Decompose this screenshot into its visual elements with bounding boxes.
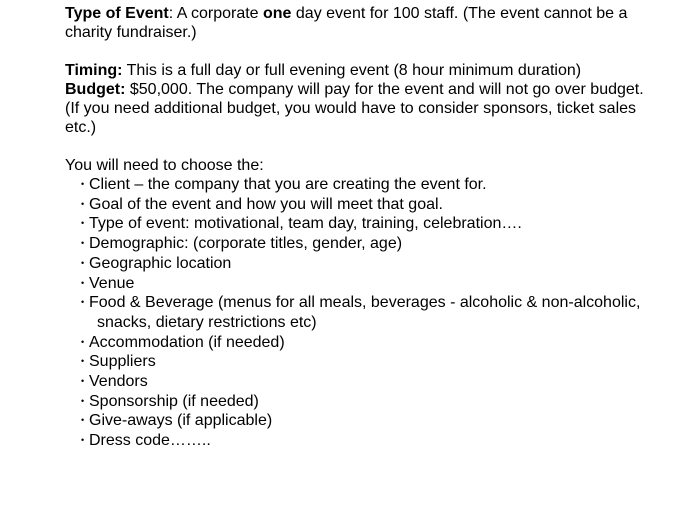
bullet-icon: • <box>81 297 85 308</box>
list-item-text: Venue <box>89 274 135 292</box>
list-item-dress-code <box>65 431 665 451</box>
list-item-type <box>65 214 665 234</box>
list-item-demographic <box>65 234 665 254</box>
list-item-text-continued: snacks, dietary restrictions etc) <box>97 313 317 331</box>
bullet-icon: • <box>81 257 85 268</box>
list-item-client <box>65 175 665 195</box>
list-item-sponsorship <box>65 392 665 412</box>
budget-paragraph <box>65 80 665 99</box>
bullet-icon: • <box>81 336 85 347</box>
list-item-text: Sponsorship (if needed) <box>89 392 259 410</box>
bullet-icon: • <box>81 277 85 288</box>
event-type-text-post: day event for 100 staff. (The event cannot be a charity fundraiser.) <box>65 5 628 41</box>
bullet-icon: • <box>81 198 85 209</box>
list-item-text: Client – the company that you are creating the event for. <box>89 176 487 193</box>
list-item-text: Geographic location <box>89 254 232 272</box>
bullet-icon: • <box>81 218 85 229</box>
event-type-label: Type of Event <box>65 5 169 22</box>
event-type-text-pre: : A corporate <box>168 5 263 22</box>
list-item-text: Suppliers <box>89 353 156 371</box>
spacer <box>65 137 665 156</box>
bullet-icon: • <box>81 395 85 406</box>
additional-budget-paragraph: (If you need additional budget, you would have to consider sponsors, ticket sales etc.) <box>65 100 637 136</box>
list-item-text: Give-aways (if applicable) <box>89 412 273 430</box>
spacer <box>65 42 665 61</box>
list-item-text: Dress code…….. <box>89 432 211 450</box>
list-item-vendors <box>65 372 665 392</box>
budget-text: $50,000. The company will pay for the event and will not go over budget. <box>125 81 644 98</box>
bullet-icon: • <box>81 435 85 446</box>
event-type-paragraph <box>65 4 665 42</box>
bullet-icon: • <box>81 179 85 189</box>
bullet-icon: • <box>81 415 85 426</box>
list-item-text: Food & Beverage (menus for all meals, beverages - alcoholic & non-alcoholic, <box>89 294 641 312</box>
list-item-text: Demographic: (corporate titles, gender, age) <box>89 235 403 253</box>
list-item-food-beverage <box>65 293 665 332</box>
bullet-icon: • <box>81 238 85 249</box>
timing-label: Timing: <box>65 62 123 79</box>
event-brief-document <box>65 4 665 451</box>
list-item-suppliers <box>65 352 665 372</box>
bullet-icon: • <box>81 356 85 367</box>
choose-intro: You will need to choose the: <box>65 157 264 174</box>
list-item-goal <box>65 195 665 215</box>
list-item-accommodation <box>65 333 665 353</box>
bullet-icon: • <box>81 376 85 387</box>
event-type-emphasis: one <box>263 5 292 22</box>
list-item-text: Type of event: motivational, team day, training, celebration…. <box>89 215 522 233</box>
list-item-text: Goal of the event and how you will meet that goal. <box>89 195 443 213</box>
budget-label: Budget: <box>65 81 126 98</box>
choices-list <box>65 175 665 451</box>
list-item-text: Vendors <box>89 373 148 391</box>
timing-text: This is a full day or full evening event (8 hour minimum duration) <box>122 62 582 79</box>
list-item-text: Accommodation (if needed) <box>89 333 285 351</box>
list-item-venue <box>65 274 665 294</box>
list-item-location <box>65 254 665 274</box>
list-item-giveaways <box>65 411 665 431</box>
timing-paragraph <box>65 61 665 80</box>
